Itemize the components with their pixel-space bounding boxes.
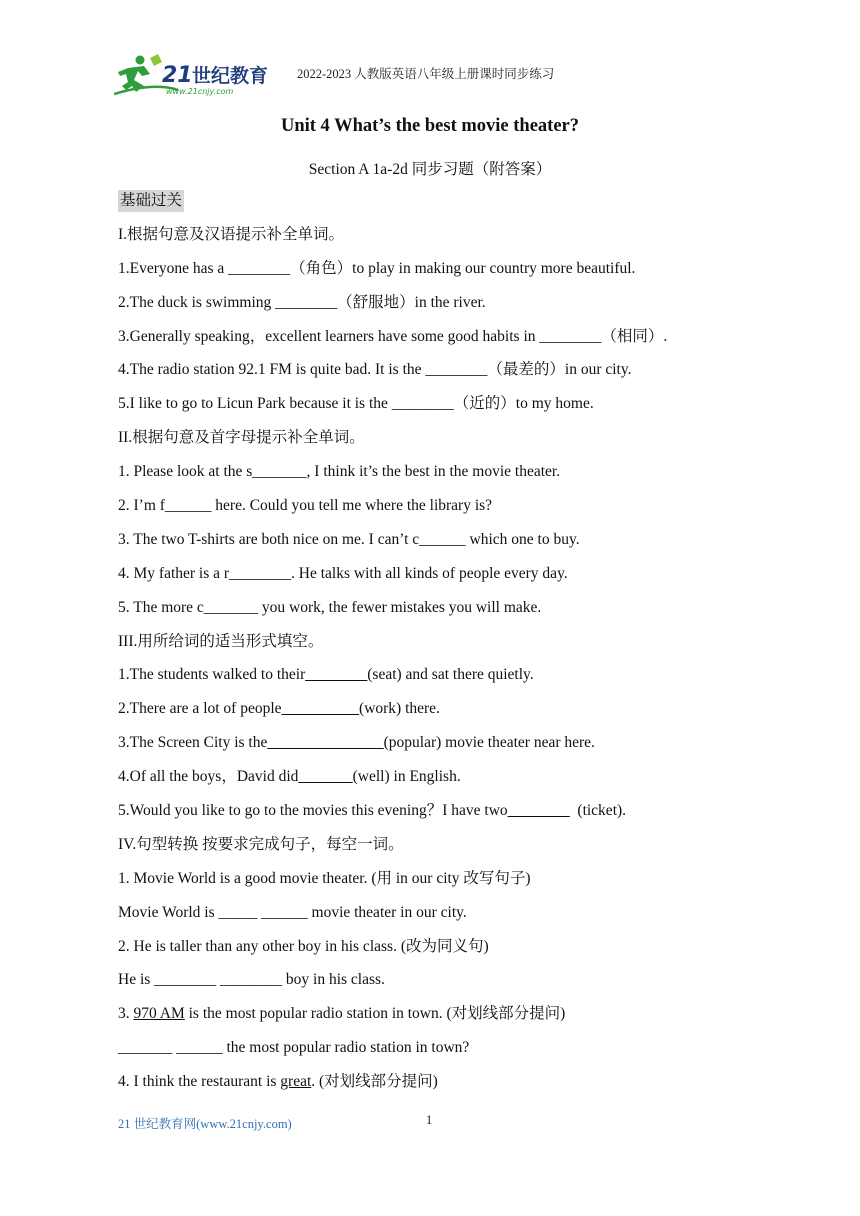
text-line: [118, 695, 748, 729]
text-line: 1. Movie World is a good movie theater. (用 in our city 改写句子): [118, 869, 531, 887]
text-line: [118, 661, 748, 695]
text-line: 2. He is taller than any other boy in his class. (改为同义句): [118, 937, 489, 955]
page-subtitle: Section A 1a-2d 同步习题（附答案）: [308, 161, 552, 178]
text-segment: (well) in English.: [352, 768, 461, 786]
underlined-segment: ________: [507, 802, 570, 820]
text-line: _______ ______ the most popular radio station in town?: [118, 1039, 470, 1057]
text-segment: is the most popular radio station in town. (对划线部分提问): [184, 1005, 566, 1023]
section-heading: [118, 187, 748, 221]
text-segment: . (对划线部分提问): [311, 1073, 438, 1091]
text-line: 1. Please look at the s_______, I think it’s the best in the movie theater.: [118, 463, 561, 481]
underlined-segment: __________: [281, 700, 360, 718]
page-header: [0, 0, 860, 110]
text-line: [118, 729, 748, 763]
text-line: 2. I’m f______ here. Could you tell me where the library is?: [118, 497, 493, 515]
text-segment: (work) there.: [359, 700, 440, 718]
exercise-content: [118, 187, 748, 1102]
text-line: [118, 763, 748, 797]
text-line: [118, 1000, 748, 1034]
text-segment: (popular) movie theater near here.: [383, 734, 595, 752]
text-line: IV.句型转换 按要求完成句子，每空一词。: [118, 835, 404, 853]
footer-site: 21 世纪教育网(www.21cnjy.com): [118, 1117, 292, 1131]
text-line: 2.The duck is swimming ________（舒服地）in the river.: [118, 293, 486, 311]
text-line: I.根据句意及汉语提示补全单词。: [118, 225, 345, 243]
text-line: 3. The two T-shirts are both nice on me. I can’t c______ which one to buy.: [118, 530, 580, 548]
svg-text:21: 21: [162, 63, 193, 88]
text-line: II.根据句意及首字母提示补全单词。: [118, 429, 365, 447]
underlined-segment: great: [280, 1073, 312, 1091]
text-segment: 4. I think the restaurant is: [118, 1073, 281, 1091]
underlined-segment: 970 AM: [133, 1005, 185, 1023]
svg-text:世纪教育: 世纪教育: [192, 65, 269, 87]
text-segment: 2.There are a lot of people: [118, 700, 282, 718]
section-badge: 基础过关: [118, 190, 184, 212]
page-title: Unit 4 What’s the best movie theater?: [280, 116, 579, 136]
text-segment: 4.Of all the boys，David did: [118, 768, 299, 786]
text-segment: 5.Would you like to go to the movies this evening？I have two: [118, 802, 508, 820]
text-segment: (seat) and sat there quietly.: [367, 666, 534, 684]
underlined-segment: _______________: [267, 734, 384, 752]
underlined-segment: ________: [305, 666, 368, 684]
text-line: 4. My father is a r________. He talks with all kinds of people every day.: [118, 564, 568, 582]
text-line: 4.The radio station 92.1 FM is quite bad. It is the ________（最差的）in our city.: [118, 361, 632, 379]
text-segment: 3.: [118, 1005, 134, 1023]
text-line: 3.Generally speaking，excellent learners have some good habits in ________（相同）.: [118, 327, 668, 345]
header-series-title: 2022-2023 人教版英语八年级上册课时同步练习: [297, 67, 555, 81]
text-segment: 3.The Screen City is the: [118, 734, 268, 752]
page-number: 1: [426, 1113, 433, 1127]
underlined-segment: _______: [298, 768, 353, 786]
logo-icon: [114, 52, 274, 98]
text-line: 5.I like to go to Licun Park because it is the ________（近的）to my home.: [118, 395, 594, 413]
text-line: 1.Everyone has a ________（角色）to play in making our country more beautiful.: [118, 259, 636, 277]
text-line: 5. The more c_______ you work, the fewer mistakes you will make.: [118, 598, 542, 616]
text-line: [118, 1068, 748, 1102]
text-line: Movie World is _____ ______ movie theater in our city.: [118, 903, 467, 921]
text-line: [118, 797, 748, 831]
svg-text:www.21cnjy.com: www.21cnjy.com: [166, 87, 234, 96]
text-segment: 1.The students walked to their: [118, 666, 306, 684]
text-segment: (ticket).: [569, 802, 627, 820]
text-line: III.用所给词的适当形式填空。: [118, 632, 324, 650]
text-line: He is ________ ________ boy in his class.: [118, 971, 385, 989]
